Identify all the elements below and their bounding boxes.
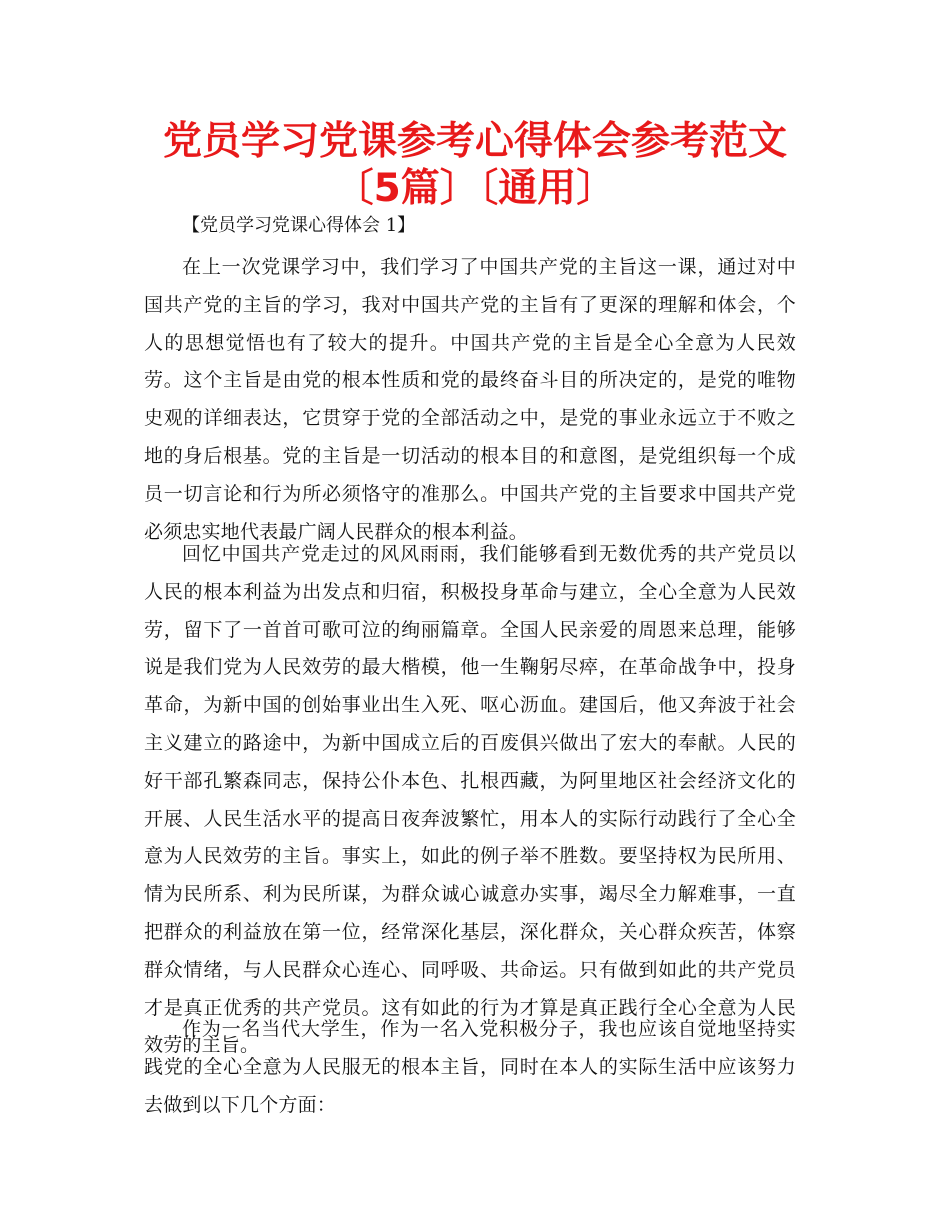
body-paragraph: 作为一名当代大学生，作为一名入党积极分子，我也应该自觉地坚持实践党的全心全意为人民服无的根本主旨，同时在本人的实际生活中应该努力去做到以下几个方面： [144,1018,796,1116]
body-paragraph: 在上一次党课学习中，我们学习了中国共产党的主旨这一课，通过对中国共产党的主旨的学习，我对中国共产党的主旨有了更深的理解和体会，个人的思想觉悟也有了较大的提升。中国共产党的主旨是全心全意为人民效劳。这个主旨是由党的根本性质和党的最终奋斗目的所决定的，是党的唯物史观的详细表达，它贯穿于党的全部活动之中，是党的事业永远立于不败之地的身后根基。党的主旨是一切活动的根本目的和意图，是党组织每一个成员一切言论和行为所必须恪守的准那么。中国共产党的主旨要求中国共产党必须忠实地代表最广阔人民群众的根本利益。 [144,256,796,543]
document-title: 党员学习党课参考心得体会参考范文〔5篇〕〔通用〕 [162,119,787,211]
body-paragraph: 回忆中国共产党走过的风风雨雨，我们能够看到无数优秀的共产党员以人民的根本利益为出发点和归宿，积极投身革命与建立，全心全意为人民效劳，留下了一首首可歌可泣的绚丽篇章。全国人民亲爱的周恩来总理，能够说是我们党为人民效劳的最大楷模，他一生鞠躬尽瘁，在革命战争中，投身革命，为新中国的创始事业出生入死、呕心沥血。建国后，他又奔波于社会主义建立的路途中，为新中国成立后的百废俱兴做出了宏大的奉献。人民的好干部孔繁森同志，保持公仆本色、扎根西藏，为阿里地区社会经济文化的开展、人民生活水平的提高日夜奔波繁忙，用本人的实际行动践行了全心全意为人民效劳的主旨。事实上，如此的例子举不胜数。要坚持权为民所用、情为民所系、利为民所谋，为群众诚心诚意办实事，竭尽全力解难事，一直把群众的利益放在第一位，经常深化基层，深化群众，关心群众疾苦，体察群众情绪，与人民群众心连心、同呼吸、共命运。只有做到如此的共产党员才是真正优秀的共产党员。这有如此的行为才算是真正践行全心全意为人民效劳的主旨。 [144,543,796,1057]
section-heading: 【党员学习党课心得体会 1】 [182,215,416,236]
